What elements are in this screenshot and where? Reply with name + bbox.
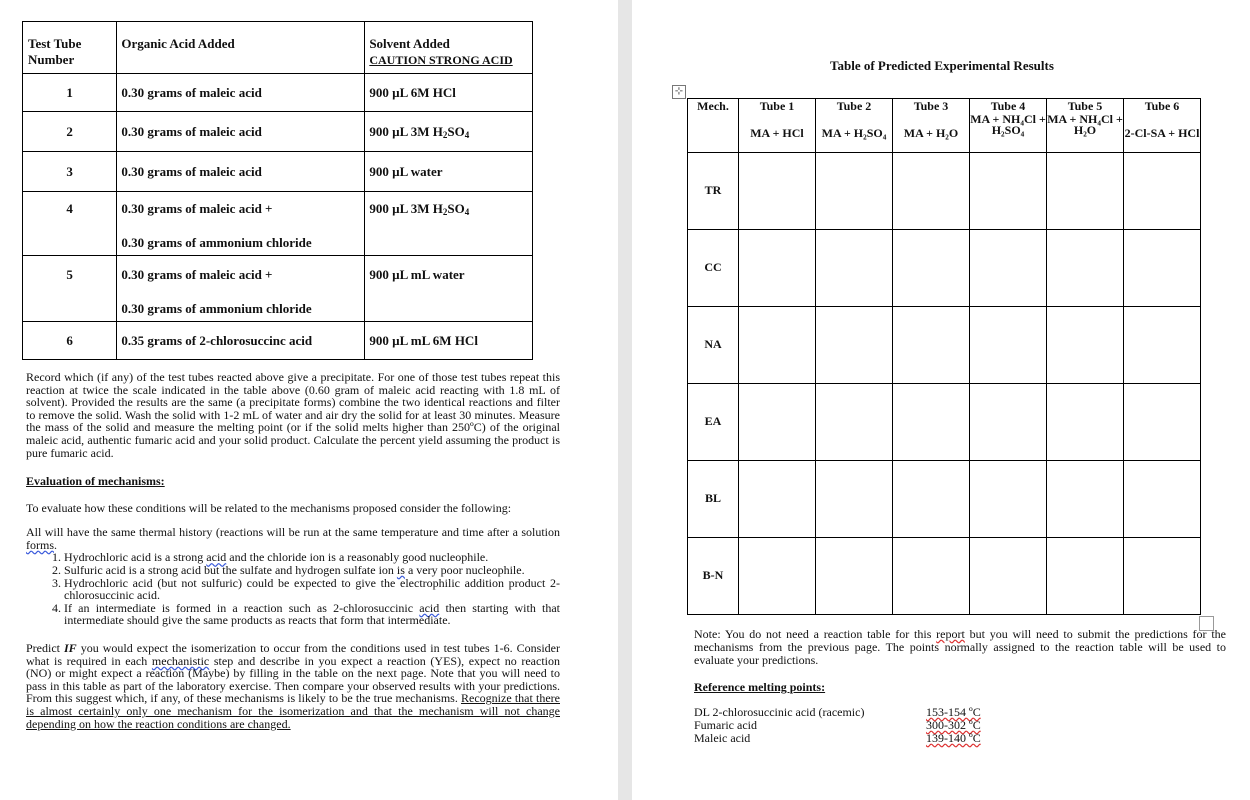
prediction-cell[interactable] <box>970 538 1047 615</box>
prediction-cell[interactable] <box>1124 538 1201 615</box>
acid-line-2: 0.30 grams of ammonium chloride <box>121 301 312 316</box>
tube-content: MA + H₂SO₄ <box>821 126 887 140</box>
prediction-cell[interactable] <box>893 461 970 538</box>
tube-name: Tube 3 <box>913 99 949 113</box>
note-pre: Note: You do not need a reaction table for this <box>694 627 937 641</box>
tube-header <box>893 99 970 153</box>
acid-line-1: 0.30 grams of maleic acid + <box>121 201 273 216</box>
solvent-text-post: SO <box>447 201 465 216</box>
item-text: If an intermediate is formed in a reaction such as 2-chlorosuccinic <box>64 600 420 615</box>
mech-label-cell <box>688 230 739 307</box>
predict-p3: step and describe in you expect a reaction (YES), expect no reaction (NO) or might expect a reaction (Maybe) by filling in the table on the next page. Note that you will need to pass in this table as part of the laboratory exercise. Then compare your observed results with your predictions. From this suggest which, if any, of these mechanisms is likely to be the true mechanisms. <box>26 653 560 706</box>
item-marked-word: acid <box>206 550 227 565</box>
thermal-text <box>26 526 560 551</box>
mech-label: B-N <box>702 568 724 582</box>
prediction-cell[interactable] <box>1047 153 1124 230</box>
row-acid <box>117 256 365 322</box>
predict-text <box>26 642 560 730</box>
prediction-cell[interactable] <box>816 538 893 615</box>
evaluation-section <box>26 475 560 627</box>
test-tube-number-header <box>23 22 117 74</box>
table-row <box>23 152 533 192</box>
mech-label-cell <box>688 461 739 538</box>
mech-label: NA <box>704 337 722 351</box>
prediction-cell[interactable] <box>1124 461 1201 538</box>
table-row <box>23 112 533 152</box>
table-row <box>688 153 1201 230</box>
mech-label-cell <box>688 307 739 384</box>
row-number: 4 <box>23 192 117 256</box>
list-item <box>64 602 560 627</box>
reference-list <box>694 706 994 745</box>
ref-name: DL 2-chlorosuccinic acid (racemic) <box>694 705 865 719</box>
mech-label-cell <box>688 153 739 230</box>
record-paragraph <box>26 371 560 459</box>
prediction-cell[interactable] <box>739 307 816 384</box>
predict-p1: Predict <box>26 641 65 655</box>
predict-underlined: Recognize that there is almost certainly only one mechanism for the isomerization and that the mechanism will not change depending on how the reaction conditions are changed. <box>26 691 560 731</box>
row-solvent: 900 µL water <box>365 152 533 192</box>
tube-header <box>1047 99 1124 153</box>
prediction-cell[interactable] <box>1047 384 1124 461</box>
row-acid <box>117 192 365 256</box>
row-acid: 0.30 grams of maleic acid <box>117 152 365 192</box>
test-tube-table <box>22 21 533 360</box>
row-solvent: 900 µL mL 6M HCl <box>365 322 533 360</box>
thermal-pre: All will have the same thermal history (reactions will be run at the same temperature and time after a solution <box>26 525 560 540</box>
row-acid: 0.35 grams of 2-chlorosuccinc acid <box>117 322 365 360</box>
note-word: report <box>936 627 965 641</box>
item-marked-word: is <box>396 562 405 577</box>
solvent-subscript-2: 4 <box>464 129 470 140</box>
row-number: 5 <box>23 256 117 322</box>
table-move-handle-icon[interactable]: ⊹ <box>672 85 686 99</box>
tube-name: Tube 2 <box>836 99 872 113</box>
ref-name: Fumaric acid <box>694 718 757 732</box>
evaluation-heading: Evaluation of mechanisms: <box>26 474 165 488</box>
tube-content: MA + H₂O <box>903 126 959 140</box>
prediction-cell[interactable] <box>816 384 893 461</box>
prediction-cell[interactable] <box>739 384 816 461</box>
row-solvent <box>365 112 533 152</box>
organic-acid-header <box>117 22 365 74</box>
table-header-row <box>23 22 533 74</box>
prediction-cell[interactable] <box>1124 153 1201 230</box>
list-item <box>694 732 994 745</box>
item-marked-word: acid <box>419 600 440 615</box>
prediction-cell[interactable] <box>970 230 1047 307</box>
solvent-header <box>365 22 533 74</box>
ref-value: 300-302 ºC <box>926 718 981 732</box>
results-table-title: Table of Predicted Experimental Results <box>830 58 1054 73</box>
prediction-cell[interactable] <box>1047 461 1124 538</box>
item-text-post: a very poor nucleophile. <box>404 562 525 577</box>
item-text-post: and the chloride ion is a reasonably good nucleophile. <box>226 550 489 565</box>
row-acid: 0.30 grams of maleic acid <box>117 112 365 152</box>
prediction-cell[interactable] <box>970 153 1047 230</box>
page-gap <box>618 0 632 800</box>
header-number: Number <box>28 52 75 67</box>
tube-header <box>1124 99 1201 153</box>
table-row <box>688 384 1201 461</box>
considerations-list <box>26 551 560 627</box>
ref-name: Maleic acid <box>694 731 751 745</box>
row-number: 2 <box>23 112 117 152</box>
tube-name: Tube 4 <box>990 99 1026 113</box>
header-test-tube: Test Tube <box>28 36 82 51</box>
list-item <box>64 577 560 602</box>
tube-header <box>816 99 893 153</box>
mech-label: CC <box>704 260 722 274</box>
tube-name: Tube 5 <box>1067 99 1103 113</box>
table-row <box>688 230 1201 307</box>
prediction-cell[interactable] <box>893 384 970 461</box>
mech-label-cell <box>688 384 739 461</box>
solvent-text: 900 µL 3M H <box>369 201 443 216</box>
prediction-cell[interactable] <box>816 307 893 384</box>
prediction-cell[interactable] <box>739 461 816 538</box>
prediction-cell[interactable] <box>739 538 816 615</box>
item-text: Sulfuric acid is a strong acid but the sulfate and hydrogen sulfate ion <box>64 562 397 577</box>
prediction-cell[interactable] <box>816 230 893 307</box>
prediction-cell[interactable] <box>970 461 1047 538</box>
note-post: but you will need to submit the predictions for the mechanisms from the previous page. The points normally assigned to the reaction table will be used to evaluate your predictions. <box>694 627 1226 667</box>
table-row <box>23 192 533 256</box>
record-text: Record which (if any) of the test tubes reacted above give a precipitate. For one of those test tubes repeat this reaction at twice the scale indicated in the table above (0.60 gram of maleic acid reacting with 1.8 mL of solvent). Provided the results are the same (a precipitate forms) combine the two identical reactions and filter to remove the solid. Wash the solid with 1-2 mL of water and air dry the solid for at least 30 minutes. Measure the mass of the solid and measure the melting point (or if the solid melts higher than 250ºC) of the original maleic acid, authentic fumaric acid and your solid product. Calculate the percent yield assuming the product is pure fumaric acid. <box>26 370 560 460</box>
tube-content: MA + HCl <box>750 126 804 140</box>
table-row <box>688 307 1201 384</box>
prediction-cell[interactable] <box>816 153 893 230</box>
acid-line-1: 0.30 grams of maleic acid + <box>121 267 273 282</box>
predicted-results-table <box>687 98 1201 615</box>
prediction-cell[interactable] <box>893 307 970 384</box>
row-solvent: 900 µL 6M HCl <box>365 74 533 112</box>
predict-paragraph <box>26 642 560 730</box>
mech-label: BL <box>704 491 721 505</box>
thermal-word: forms <box>26 537 54 552</box>
prediction-cell[interactable] <box>816 461 893 538</box>
ref-value: 153-154 ºC <box>926 705 981 719</box>
solvent-subscript: 2 <box>442 207 448 217</box>
row-acid: 0.30 grams of maleic acid <box>117 74 365 112</box>
table-row <box>23 322 533 360</box>
header-solvent: Solvent Added <box>369 36 450 51</box>
item-text: Hydrochloric acid (but not sulfuric) could be expected to give the electrophilic addition product 2-chlorosuccinic acid. <box>64 575 560 603</box>
acid-line-2: 0.30 grams of ammonium chloride <box>121 235 312 250</box>
prediction-cell[interactable] <box>1047 307 1124 384</box>
tube-header <box>739 99 816 153</box>
caution-label: CAUTION STRONG ACID <box>369 53 513 67</box>
prediction-cell[interactable] <box>739 230 816 307</box>
tube-name: Tube 1 <box>759 99 795 113</box>
prediction-cell[interactable] <box>893 153 970 230</box>
predict-word: mechanistic <box>151 653 210 668</box>
mech-label: TR <box>704 183 722 197</box>
prediction-cell[interactable] <box>970 307 1047 384</box>
mech-label-cell <box>688 538 739 615</box>
reference-heading: Reference melting points: <box>694 680 826 694</box>
table-row <box>688 461 1201 538</box>
prediction-cell[interactable] <box>1047 538 1124 615</box>
prediction-cell[interactable] <box>893 230 970 307</box>
mech-header <box>688 99 739 153</box>
table-row <box>23 74 533 112</box>
mech-header-label: Mech. <box>697 99 729 113</box>
prediction-cell[interactable] <box>1124 384 1201 461</box>
row-number: 1 <box>23 74 117 112</box>
table-row <box>688 538 1201 615</box>
item-text-post: then starting with that intermediate should give the same products as reacts that form that intermediate. <box>64 600 560 628</box>
row-number: 6 <box>23 322 117 360</box>
prediction-cell[interactable] <box>893 538 970 615</box>
tube-content: 2-Cl-SA + HCl <box>1124 126 1200 140</box>
note-paragraph <box>694 628 1226 667</box>
predict-p2: you would expect the isomerization to occur from the conditions used in test tubes 1-6. Consider what is required in each <box>26 641 560 668</box>
tube-header <box>970 99 1047 153</box>
prediction-cell[interactable] <box>1124 307 1201 384</box>
row-solvent: 900 µL mL water <box>365 256 533 322</box>
header-organic-acid: Organic Acid Added <box>121 36 235 51</box>
row-number: 3 <box>23 152 117 192</box>
prediction-cell[interactable] <box>1047 230 1124 307</box>
solvent-subscript-2: 4 <box>464 207 470 217</box>
solvent-text-post: SO <box>447 123 465 139</box>
solvent-text: 900 µL 3M H <box>369 123 443 139</box>
table-header-row <box>688 99 1201 153</box>
table-row <box>23 256 533 322</box>
prediction-cell[interactable] <box>739 153 816 230</box>
tube-content: MA + NH₄Cl + H₂O <box>1047 112 1123 137</box>
prediction-cell[interactable] <box>1124 230 1201 307</box>
tube-name: Tube 6 <box>1144 99 1180 113</box>
item-text: Hydrochloric acid is a strong <box>64 550 207 565</box>
predict-if: IF <box>64 641 77 655</box>
tube-content: MA + NH₄Cl + H₂SO₄ <box>970 112 1046 137</box>
prediction-cell[interactable] <box>970 384 1047 461</box>
solvent-subscript: 2 <box>442 129 448 140</box>
mech-label: EA <box>704 414 722 428</box>
evaluate-text: To evaluate how these conditions will be related to the mechanisms proposed consider the following: <box>26 500 512 515</box>
ref-value: 139-140 ºC <box>926 731 981 745</box>
thermal-post: . <box>54 537 57 552</box>
row-solvent <box>365 192 533 256</box>
